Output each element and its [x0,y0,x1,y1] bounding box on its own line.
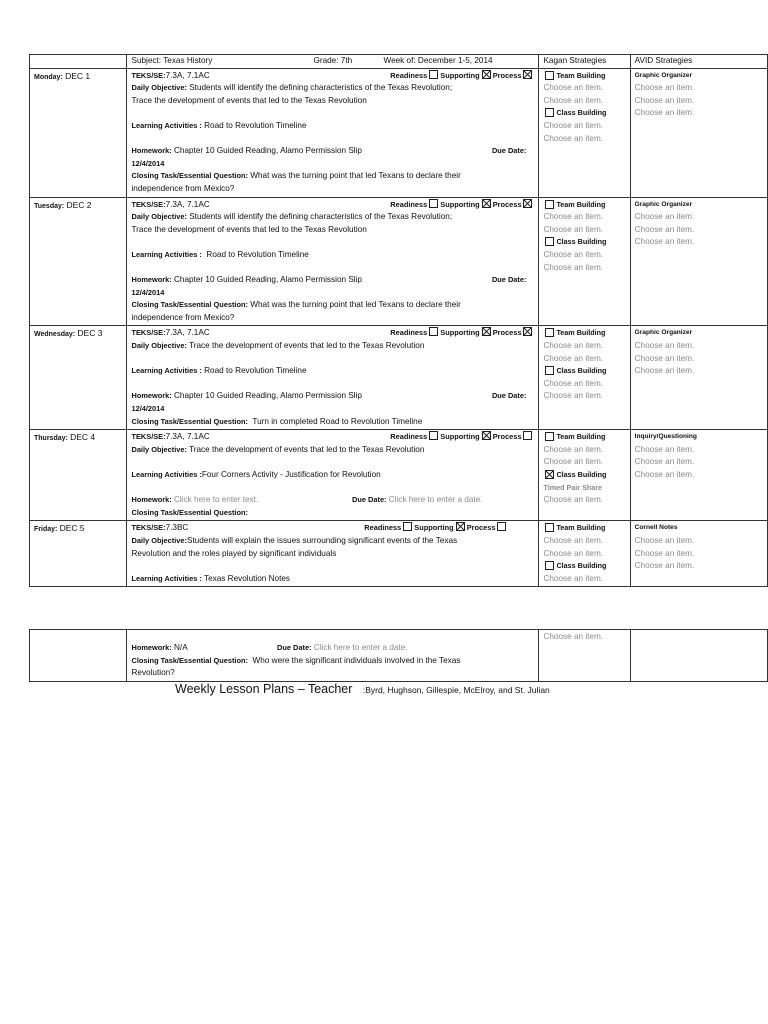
avid-title: Graphic Organizer [634,200,693,208]
subject-label: Subject: Texas History [131,56,213,65]
day-date: DEC 4 [70,432,96,443]
avid-dropdown[interactable]: Choose an item. [634,212,695,222]
kagan-dropdown[interactable]: Choose an item. [543,224,604,234]
objective-text-2: Revolution and the roles played by significant individuals [131,548,337,558]
plan-cell [127,430,539,521]
activities-label: Learning Activities : [131,366,202,376]
closing-text-2: independence from Mexico? [131,312,235,322]
closing-label: Closing Task/Essential Question: [131,171,248,181]
avid-dropdown[interactable]: Choose an item. [634,95,695,105]
readiness-checkbox[interactable] [429,70,438,79]
due-date-value: 12/4/2014 [131,287,165,297]
supporting-checkbox[interactable] [482,327,491,336]
activities-label: Learning Activities : [131,470,202,479]
day-label: Wednesday: [34,331,76,339]
plan-cell [127,68,539,197]
day-date: DEC 2 [66,199,92,210]
avid-dropdown[interactable]: Choose an item. [634,108,695,118]
supporting-label: Supporting [440,70,480,80]
class-building-checkbox[interactable] [545,470,554,479]
due-date-label: Due Date: [277,643,312,652]
avid-title: Graphic Organizer [634,329,693,337]
avid-dropdown[interactable]: Choose an item. [634,366,695,376]
kagan-cell [539,630,630,682]
footer-title [175,682,550,696]
class-building-label: Class Building [556,366,607,376]
header-empty-cell [30,55,127,69]
avid-dropdown[interactable]: Choose an item. [634,457,695,467]
supporting-checkbox[interactable] [482,199,491,208]
objective-text: Students will explain the issues surrounding significant events of the Texas [186,535,458,545]
due-date-label: Due Date: [491,275,527,285]
team-building-checkbox[interactable] [545,200,554,209]
class-building-label: Class Building [556,561,607,571]
plan-cell [127,630,539,682]
homework-input[interactable]: Click here to enter text. [174,495,259,505]
team-building-checkbox[interactable] [545,432,554,441]
closing-text: Turn in completed Road to Revolution Timeline [252,416,423,426]
day-date: DEC 3 [77,328,103,339]
objective-text: Students will identify the defining characteristics of the Texas Revolution; [189,212,453,222]
kagan-dropdown[interactable]: Choose an item. [543,573,604,583]
objective-label: Daily Objective: [131,341,187,351]
avid-title: Inquiry/Questioning [634,433,697,441]
readiness-label: Readiness [390,70,428,80]
teks-value: 7.3A, 7.1AC [165,199,210,209]
activities-label: Learning Activities : [131,573,202,583]
avid-cell [630,430,767,521]
activities-text: Road to Revolution Timeline [204,120,307,130]
day-cell [30,326,127,430]
teks-label: TEKS/SE: [131,523,166,533]
activities-label: Learning Activities : [131,249,202,259]
objective-label: Daily Objective: [131,444,187,454]
objective-text-2: Trace the development of events that led to the Texas Revolution [131,224,367,234]
teks-value: 7.3A, 7.1AC [165,432,210,442]
avid-cell [630,68,767,197]
objective-text-2: Trace the development of events that led to the Texas Revolution [131,95,367,105]
activities-text: Road to Revolution Timeline [204,366,307,376]
closing-text: What was the turning point that led Texans to declare their [250,300,461,310]
team-building-checkbox[interactable] [545,71,554,80]
supporting-label: Supporting [414,523,454,533]
team-building-label: Team Building [556,432,606,442]
readiness-label: Readiness [390,432,428,442]
readiness-checkbox[interactable] [429,327,438,336]
process-checkbox[interactable] [523,431,532,440]
closing-text: Who were the significant individuals involved in the Texas [252,655,461,665]
homework-label: Homework: [131,146,172,156]
readiness-label: Readiness [390,199,428,209]
plan-cell [127,326,539,430]
teks-line [131,431,534,444]
avid-dropdown[interactable]: Choose an item. [634,470,695,479]
header-row [30,55,768,69]
kagan-dropdown[interactable]: Choose an item. [543,548,604,558]
closing-text: What was the turning point that led Texans to declare their [250,171,461,181]
homework-text: Chapter 10 Guided Reading, Alamo Permission Slip [174,391,362,401]
kagan-dropdown[interactable]: Choose an item. [543,249,604,259]
process-label: Process [492,432,522,442]
objective-label: Daily Objective: [131,212,187,222]
closing-label: Closing Task/Essential Question: [131,655,248,665]
readiness-label: Readiness [364,523,402,533]
kagan-dropdown[interactable]: Choose an item. [543,391,604,401]
readiness-label: Readiness [390,328,428,338]
teks-line [131,327,534,340]
avid-dropdown[interactable]: Choose an item. [634,548,695,558]
teks-line [131,70,534,83]
avid-dropdown[interactable]: Choose an item. [634,237,695,247]
kagan-dropdown[interactable]: Choose an item. [543,457,604,467]
kagan-cell [539,326,630,430]
kagan-header: Kagan Strategies [539,55,630,69]
kagan-dropdown[interactable]: Choose an item. [543,212,604,222]
day-date: DEC 1 [65,70,91,81]
supporting-checkbox[interactable] [482,431,491,440]
lesson-plan-continuation-table [29,629,768,682]
day-label: Tuesday: [34,202,65,210]
teks-line [131,522,534,535]
class-building-label: Class Building [556,108,607,118]
process-label: Process [492,199,522,209]
supporting-checkbox[interactable] [456,522,465,531]
week-label: Week of: December 1-5, 2014 [383,56,493,65]
class-building-checkbox[interactable] [545,366,554,375]
activities-text: Texas Revolution Notes [204,573,291,583]
objective-label: Daily Objective: [131,83,187,93]
kagan-dropdown[interactable]: Choose an item. [543,495,604,505]
homework-text: N/A [174,643,188,652]
kagan-dropdown[interactable]: Choose an item. [543,535,604,545]
closing-label: Closing Task/Essential Question: [131,416,248,426]
objective-text: Trace the development of events that led to the Texas Revolution [189,444,425,454]
day-cell [30,430,127,521]
due-date-label: Due Date: [491,391,527,401]
process-label: Process [492,328,522,338]
due-date-value: 12/4/2014 [131,158,165,168]
teks-value: 7.3A, 7.1AC [165,70,210,80]
day-label: Thursday: [34,435,68,443]
kagan-dropdown[interactable]: Choose an item. [543,120,604,130]
due-date-label: Due Date: [352,495,387,505]
avid-header: AVID Strategies [630,55,767,69]
kagan-dropdown[interactable]: Choose an item. [543,353,604,363]
day-row-tuesday [30,197,768,326]
supporting-checkbox[interactable] [482,70,491,79]
objective-text: Students will identify the defining characteristics of the Texas Revolution; [189,83,453,93]
team-building-label: Team Building [556,523,606,533]
teks-value: 7.3BC [165,523,189,533]
avid-cell [630,521,767,587]
day-label: Monday: [34,73,63,81]
day-row-wednesday [30,326,768,430]
process-checkbox[interactable] [523,70,532,79]
homework-text: Chapter 10 Guided Reading, Alamo Permission Slip [174,146,362,156]
class-building-checkbox[interactable] [545,561,554,570]
teks-value: 7.3A, 7.1AC [165,328,210,338]
day-row-friday-continued [30,630,768,682]
teacher-names: :Byrd, Hughson, Gillespie, McElroy, and St. Julian [362,685,550,695]
teks-label: TEKS/SE: [131,70,166,80]
teks-label: TEKS/SE: [131,432,166,442]
teks-line [131,199,534,212]
day-cell [30,68,127,197]
readiness-checkbox[interactable] [429,199,438,208]
readiness-checkbox[interactable] [403,522,412,531]
homework-label: Homework: [131,275,172,285]
avid-title: Graphic Organizer [634,71,693,79]
objective-label: Daily Objective: [131,535,187,545]
kagan-selected-item[interactable]: Timed Pair Share [543,482,603,492]
avid-dropdown[interactable]: Choose an item. [634,561,695,571]
closing-label: Closing Task/Essential Question: [131,507,248,517]
process-checkbox[interactable] [497,522,506,531]
day-cell [30,521,127,587]
teks-label: TEKS/SE: [131,328,166,338]
page-title: Weekly Lesson Plans – Teacher [175,682,353,696]
class-building-label: Class Building [556,237,607,247]
plan-cell [127,197,539,326]
homework-label: Homework: [131,643,172,652]
team-building-checkbox[interactable] [545,523,554,532]
class-building-checkbox[interactable] [545,108,554,117]
activities-text: Road to Revolution Timeline [206,249,309,259]
supporting-label: Supporting [440,432,480,442]
activities-text: Four Corners Activity - Justification for Revolution [201,470,381,479]
due-date-picker[interactable]: Click here to enter a date. [313,643,408,652]
process-checkbox[interactable] [523,199,532,208]
day-cell [30,197,127,326]
homework-label: Homework: [131,391,172,401]
kagan-dropdown[interactable]: Choose an item. [543,262,604,272]
class-building-label: Class Building [556,470,607,479]
plan-cell [127,521,539,587]
closing-label: Closing Task/Essential Question: [131,300,248,310]
header-subject-cell [127,55,539,69]
day-row-thursday [30,430,768,521]
homework-label: Homework: [131,495,172,505]
day-row-friday [30,521,768,587]
avid-dropdown[interactable]: Choose an item. [634,224,695,234]
team-building-label: Team Building [556,199,606,209]
day-cell [30,630,127,682]
kagan-dropdown[interactable]: Choose an item. [543,632,604,641]
avid-cell [630,197,767,326]
kagan-dropdown[interactable]: Choose an item. [543,378,604,388]
class-building-checkbox[interactable] [545,237,554,246]
due-date-label: Due Date: [491,146,527,156]
kagan-dropdown[interactable]: Choose an item. [543,83,604,93]
kagan-dropdown[interactable]: Choose an item. [543,133,604,143]
process-label: Process [492,70,522,80]
day-date: DEC 5 [59,523,85,534]
kagan-dropdown[interactable]: Choose an item. [543,444,604,454]
team-building-label: Team Building [556,328,606,338]
avid-dropdown[interactable]: Choose an item. [634,83,695,93]
homework-text: Chapter 10 Guided Reading, Alamo Permission Slip [174,275,362,285]
closing-text-2: independence from Mexico? [131,183,235,193]
team-building-label: Team Building [556,70,606,80]
day-label: Friday: [34,526,58,534]
activities-label: Learning Activities : [131,120,202,130]
closing-text-2: Revolution? [131,668,175,678]
kagan-dropdown[interactable]: Choose an item. [543,341,604,351]
kagan-cell [539,68,630,197]
due-date-value: 12/4/2014 [131,404,165,414]
team-building-checkbox[interactable] [545,328,554,337]
avid-title: Cornell Notes [634,524,678,532]
avid-dropdown[interactable]: Choose an item. [634,353,695,363]
readiness-checkbox[interactable] [429,431,438,440]
avid-dropdown[interactable]: Choose an item. [634,444,695,454]
kagan-dropdown[interactable]: Choose an item. [543,95,604,105]
supporting-label: Supporting [440,199,480,209]
teks-label: TEKS/SE: [131,199,166,209]
process-checkbox[interactable] [523,327,532,336]
grade-label: Grade: 7th [313,56,353,65]
objective-text: Trace the development of events that led to the Texas Revolution [189,341,425,351]
avid-cell [630,630,767,682]
supporting-label: Supporting [440,328,480,338]
avid-dropdown[interactable]: Choose an item. [634,535,695,545]
kagan-cell [539,521,630,587]
kagan-cell [539,197,630,326]
avid-cell [630,326,767,430]
lesson-plan-table [29,54,768,587]
kagan-cell [539,430,630,521]
due-date-picker[interactable]: Click here to enter a date. [388,495,483,505]
process-label: Process [466,523,496,533]
day-row-monday [30,68,768,197]
avid-dropdown[interactable]: Choose an item. [634,341,695,351]
